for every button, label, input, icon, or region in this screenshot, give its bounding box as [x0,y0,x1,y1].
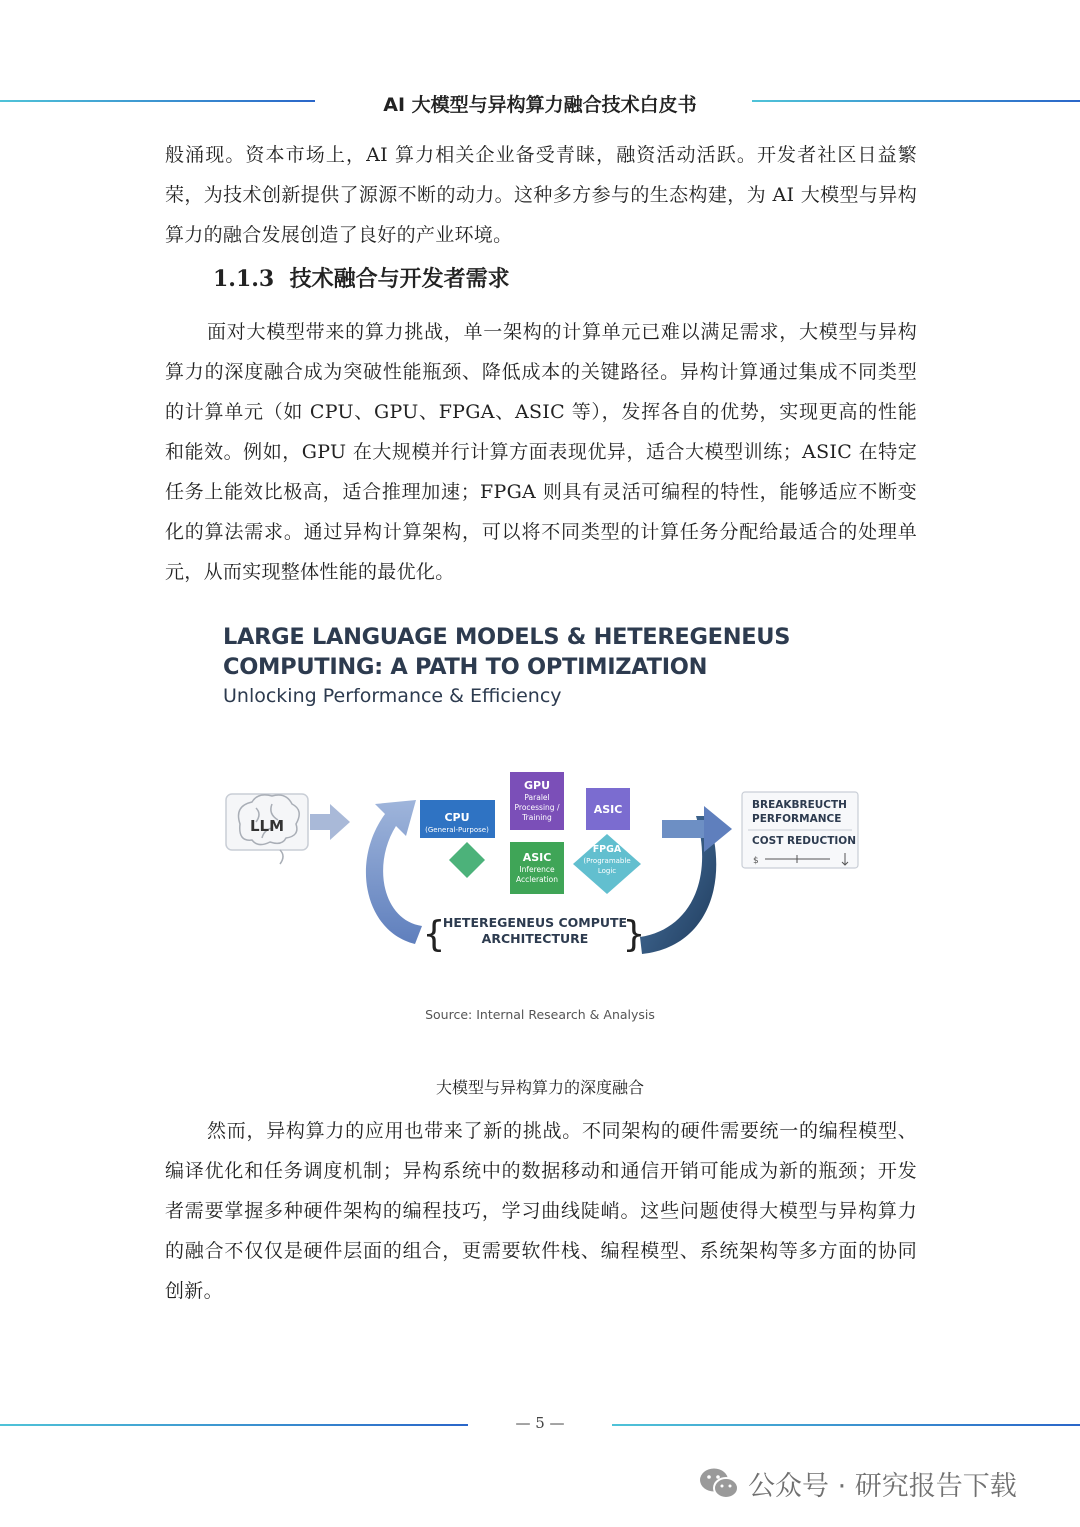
asic-mid-desc1: Inference [519,865,555,874]
gpu-desc1: Paralel [524,793,550,802]
arrow-to-result [662,806,732,852]
section-title: 技术融合与开发者需求 [289,266,510,292]
figure-title-line1: LARGE LANGUAGE MODELS & HETEREGENEUS [223,624,791,650]
figure-llm-heterogeneous [210,612,870,1042]
diamond-green [449,842,485,878]
fpga-desc1: (Programable [583,857,631,865]
paragraph-fusion: 面对大模型带来的算力挑战，单一架构的计算单元已难以满足需求，大模型与异构算力的深度融合成为突破性能瓶颈、降低成本的关键路径。异构计算通过集成不同类型的计算单元（如 CPU、GPU、FPGA、ASIC 等），发挥各自的优势，实现更高的性能和能效。例如，GPU 在大规模并行计算方面表现优异，适合大模型训练；ASIC 在特定任务上能效比极高，适合推理加速；FPGA 则具有灵活可编程的特性，能够适应不断变化的算法需求。通过异构计算架构，可以将不同类型的计算任务分配给最适合的处理单元，从而实现整体性能的最优化。 [165,321,917,583]
paragraph-intro: 般涌现。资本市场上，AI 算力相关企业备受青睐，融资活动活跃。开发者社区日益繁荣，为技术创新提供了源源不断的动力。这种多方参与的生态构建，为 AI 大模型与异构算力的融合发展创造了良好的产业环境。 [165,144,917,246]
figure-title-line2: COMPUTING: A PATH TO OPTIMIZATION [223,654,708,680]
fpga-name: FPGA [592,844,622,855]
llm-box [226,794,308,864]
page-number: — 5 — [515,1414,565,1432]
architecture-label-line1: HETEREGENEUS COMPUTE [442,915,628,930]
gpu-name: GPU [523,779,551,792]
cpu-name: CPU [444,811,470,824]
llm-label: LLM [249,817,285,835]
figure-subtitle: Unlocking Performance & Efficiency [223,685,562,707]
architecture-diagram [210,742,870,992]
section-heading [213,262,510,293]
result-line2: PERFORMANCE [752,813,842,825]
asic-mid-unit [510,842,564,894]
brace-left: { [422,914,446,955]
architecture-label [423,914,646,955]
asic-mid-desc2: Accleration [516,875,558,884]
asic-top-name: ASIC [593,803,623,816]
gpu-unit [510,772,564,830]
arrow-llm-right [310,804,350,840]
architecture-label-line2: ARCHITECTURE [481,931,589,946]
result-line1: BREAKBREUCTH [752,799,847,811]
fpga-unit [573,834,641,894]
figure-source: Source: Internal Research & Analysis [425,1007,655,1022]
watermark-text: 公众号 · 研究报告下载 [748,1470,1017,1502]
paragraph-challenges: 然而，异构算力的应用也带来了新的挑战。不同架构的硬件需要统一的编程模型、编译优化和任务调度机制；异构系统中的数据移动和通信开销可能成为新的瓶颈；开发者需要掌握多种硬件架构的编程技巧，学习曲线陡峭。这些问题使得大模型与异构算力的融合不仅仅是硬件层面的组合，更需要软件栈、编程模型、系统架构等多方面的协同创新。 [165,1120,917,1302]
watermark [698,1463,1017,1503]
result-line3: COST REDUCTION [752,835,857,847]
arc-arrow-left [366,800,422,944]
fpga-desc2: Logic [597,867,617,875]
section-number: 1.1.3 [213,266,275,292]
result-axis-start: $ [753,856,759,866]
asic-top-unit [586,788,630,830]
gpu-desc2: Processing / [514,803,560,812]
running-title: AI 大模型与异构算力融合技术白皮书 [383,94,697,116]
result-box [742,792,858,868]
figure-caption: 大模型与异构算力的深度融合 [435,1078,644,1097]
brace-right: } [622,914,646,955]
wechat-icon [698,1465,740,1501]
asic-mid-name: ASIC [522,851,552,864]
gpu-desc3: Training [522,813,552,822]
cpu-unit [420,800,495,838]
cpu-desc: (General-Purpose) [425,826,489,834]
